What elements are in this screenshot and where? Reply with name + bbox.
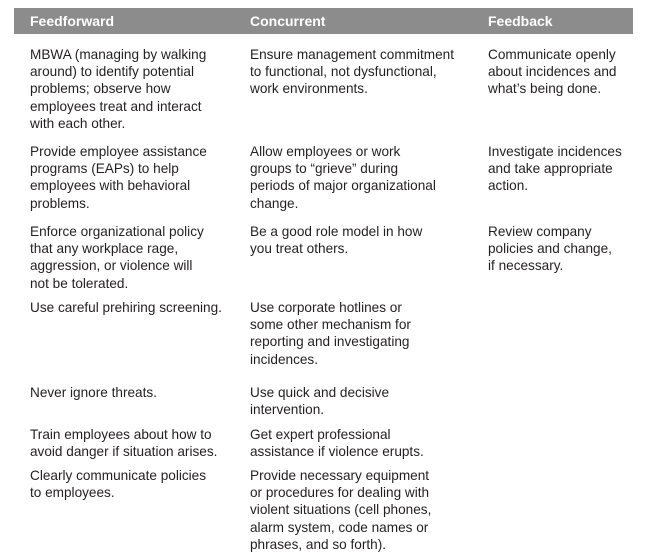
row-5-concurrent: Use quick and decisive intervention. — [250, 385, 390, 418]
row-6-feedforward: Train employees about how to avoid danger if situation arises. — [30, 427, 218, 460]
row-7-concurrent: Provide necessary equipment or procedures for dealing with violent situations (cell phones, alarm system, code names or phrases, and so forth). — [250, 468, 432, 552]
row-2-feedforward: Provide employee assistance programs (EAPs) to help employees with behavioral problems. — [30, 144, 207, 211]
row-1-concurrent: Ensure management commitment to functional, not dysfunctional, work environments. — [250, 47, 454, 97]
row-4-concurrent: Use corporate hotlines or some other mechanism for reporting and investigating incidences. — [250, 300, 411, 367]
row-2-feedback: Investigate incidences and take appropriate action. — [488, 144, 622, 194]
row-1-feedback: Communicate openly about incidences and what’s being done. — [488, 47, 617, 97]
row-3-concurrent: Be a good role model in how you treat others. — [250, 224, 423, 257]
row-1-feedforward: MBWA (managing by walking around) to identify potential problems; observe how employees treat and interact with each other. — [30, 47, 207, 131]
row-7-feedforward: Clearly communicate policies to employees. — [30, 468, 207, 501]
row-2-concurrent: Allow employees or work groups to “grieve” during periods of major organizational change. — [250, 144, 436, 211]
row-4-feedforward: Use careful prehiring screening. — [30, 300, 222, 315]
row-5-feedforward: Never ignore threats. — [30, 385, 157, 400]
row-6-concurrent: Get expert professional assistance if violence erupts. — [250, 427, 424, 460]
header-feedforward: Feedforward — [30, 13, 115, 29]
header-feedback: Feedback — [488, 13, 553, 29]
row-3-feedback: Review company policies and change, if necessary. — [488, 224, 612, 274]
header-concurrent: Concurrent — [250, 13, 326, 29]
table-header-row — [14, 8, 633, 34]
row-3-feedforward: Enforce organizational policy that any workplace rage, aggression, or violence will not be tolerated. — [30, 224, 204, 291]
